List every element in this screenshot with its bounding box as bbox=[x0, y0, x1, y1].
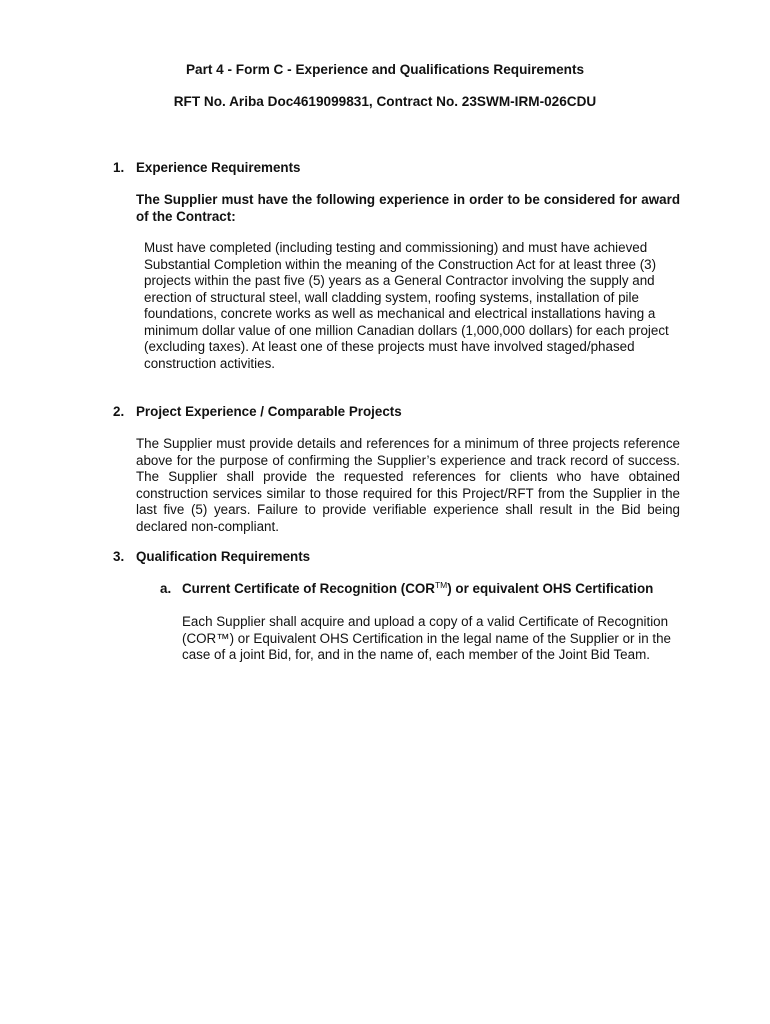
trademark-superscript: TM bbox=[434, 580, 448, 590]
section-2-heading bbox=[113, 404, 402, 421]
section-1-number: 1. bbox=[113, 160, 125, 175]
section-1-title: Experience Requirements bbox=[136, 160, 301, 175]
document-subtitle: RFT No. Ariba Doc4619099831, Contract No. 23SWM-IRM-026CDU bbox=[173, 94, 597, 109]
subsection-a-title-end: ) or equivalent OHS Certification bbox=[447, 581, 654, 596]
subsection-a-letter: a. bbox=[160, 581, 172, 596]
section-2-number: 2. bbox=[113, 404, 125, 419]
section-1-lead: The Supplier must have the following experience in order to be considered for award of the Contract: bbox=[136, 192, 680, 224]
section-3-title: Qualification Requirements bbox=[136, 549, 311, 564]
document-title: Part 4 - Form C - Experience and Qualifications Requirements bbox=[185, 62, 585, 77]
section-2-title: Project Experience / Comparable Projects bbox=[136, 404, 402, 419]
section-1-heading bbox=[113, 160, 300, 177]
section-3-number: 3. bbox=[113, 549, 125, 564]
section-2-body: The Supplier must provide details and references for a minimum of three projects reference above for the purpose of confirming the Supplier’s experience and track record of success. The Supplier shall provide the requested references for clients who have obtained construction services similar to those required for this Project/RFT from the Supplier in the last five (5) years. Failure to provide verifiable experience shall result in the Bid being declared non-compliant. bbox=[136, 436, 680, 534]
section-1-body: Must have completed (including testing and commissioning) and must have achieved Substantial Completion within the meaning of the Construction Act for at least three (3) projects within the past five (5) years as a General Contractor involving the supply and erection of structural steel, wall cladding system, roofing systems, installation of pile foundations, concrete works as well as mechanical and electrical installations having a minimum dollar value of one million Canadian dollars (1,000,000 dollars) for each project (excluding taxes). At least one of these projects must have involved staged/phased construction activities. bbox=[144, 240, 669, 371]
section-3-heading bbox=[113, 549, 310, 566]
subsection-a-body: Each Supplier shall acquire and upload a copy of a valid Certificate of Recognition (COR™) or Equivalent OHS Certification in the legal name of the Supplier or in the case of a joint Bid, for, and in the name of, each member of the Joint Bid Team. bbox=[182, 614, 671, 662]
subsection-a-title-start: Current Certificate of Recognition (COR bbox=[182, 581, 435, 596]
subsection-a-heading bbox=[160, 581, 653, 598]
